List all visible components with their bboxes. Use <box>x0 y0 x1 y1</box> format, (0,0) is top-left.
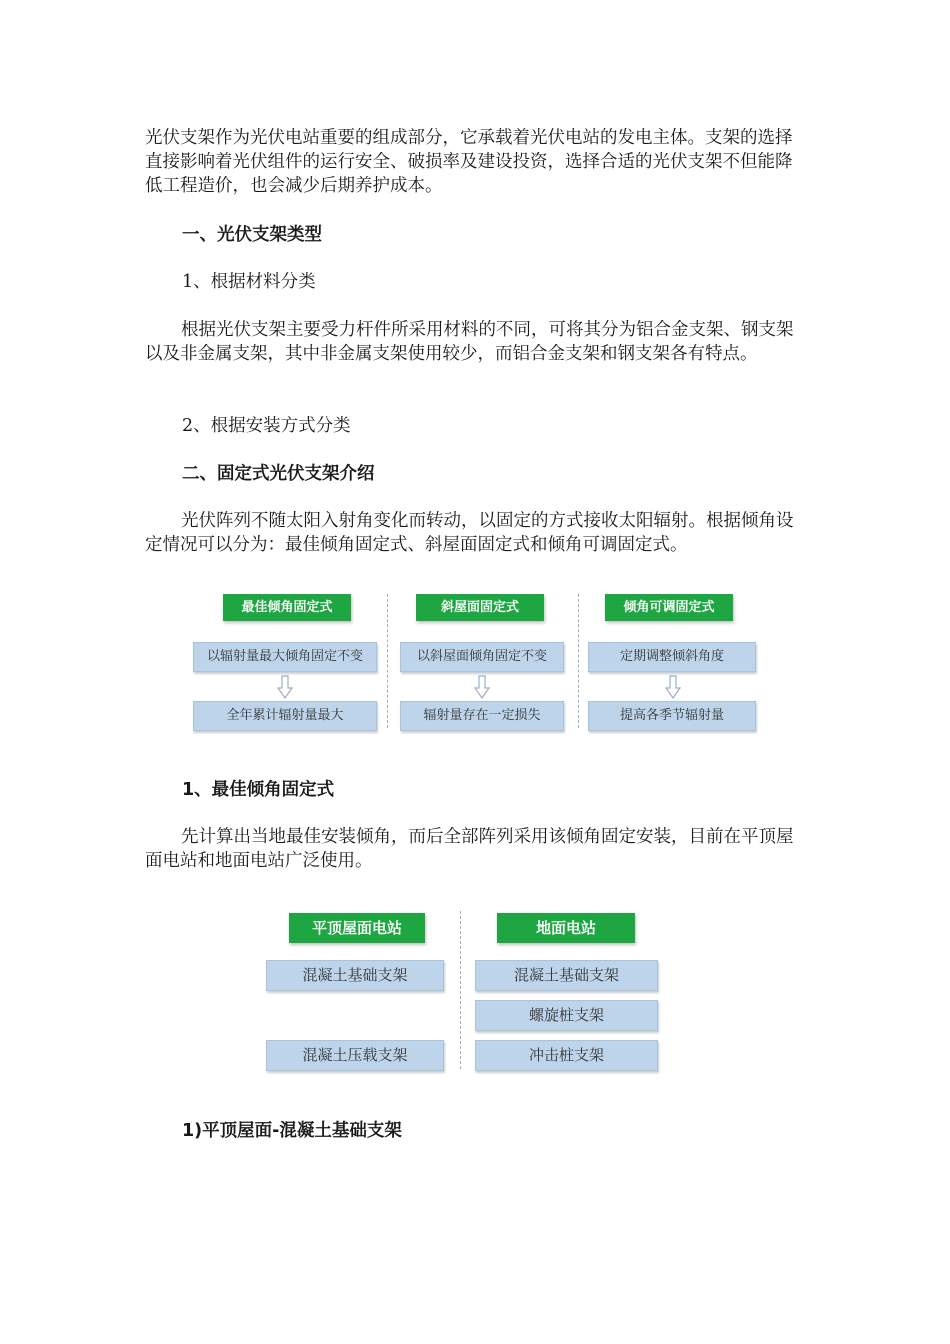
column-divider-2 <box>578 594 579 728</box>
down-arrow-icon <box>277 675 293 699</box>
down-arrow-icon <box>474 675 490 699</box>
ground-item-1: 混凝土基础支架 <box>475 960 658 991</box>
rooftop-item-2: 混凝土压载支架 <box>266 1040 444 1071</box>
ground-item-2: 螺旋桩支架 <box>475 1000 658 1031</box>
sub-1-heading: 1、根据材料分类 <box>182 272 316 292</box>
down-arrow-icon <box>665 675 681 699</box>
sub-3-paragraph: 先计算出当地最佳安装倾角，而后全部阵列采用该倾角固定安装，目前在平顶屋面电站和地面电站广泛使用。 <box>145 827 794 871</box>
column-divider-1 <box>387 594 388 728</box>
sub-3-heading: 1、最佳倾角固定式 <box>182 780 335 800</box>
column-3-top-box: 定期调整倾斜角度 <box>588 642 756 672</box>
ground-station-title: 地面电站 <box>497 913 635 943</box>
column-2-title: 斜屋面固定式 <box>416 594 544 621</box>
section-2-heading: 二、固定式光伏支架介绍 <box>182 464 375 484</box>
column-3-bottom-box: 提高各季节辐射量 <box>588 701 756 731</box>
column-1-top-box: 以辐射量最大倾角固定不变 <box>193 642 377 672</box>
rooftop-item-1: 混凝土基础支架 <box>266 960 444 991</box>
rooftop-station-title: 平顶屋面电站 <box>289 913 425 943</box>
column-2-top-box: 以斜屋面倾角固定不变 <box>400 642 564 672</box>
column-3-title: 倾角可调固定式 <box>605 594 733 621</box>
column-1-bottom-box: 全年累计辐射量最大 <box>193 701 377 731</box>
column-2-bottom-box: 辐射量存在一定损失 <box>400 701 564 731</box>
sub-1-paragraph: 根据光伏支架主要受力杆件所采用材料的不同，可将其分为铝合金支架、钢支架以及非金属支架，其中非金属支架使用较少，而铝合金支架和钢支架各有特点。 <box>145 320 794 364</box>
station-divider <box>460 911 461 1069</box>
intro-paragraph: 光伏支架作为光伏电站重要的组成部分，它承载着光伏电站的发电主体。支架的选择直接影响着光伏组件的运行安全、破损率及建设投资，选择合适的光伏支架不但能降低工程造价，也会减少后期养护成本。 <box>145 128 793 196</box>
column-1-title: 最佳倾角固定式 <box>223 594 351 621</box>
section-1-heading: 一、光伏支架类型 <box>182 225 322 245</box>
sub-4-heading: 1)平顶屋面-混凝土基础支架 <box>182 1121 402 1141</box>
sub-2-heading: 2、根据安装方式分类 <box>182 416 351 436</box>
ground-item-3: 冲击桩支架 <box>475 1040 658 1071</box>
section-2-paragraph: 光伏阵列不随太阳入射角变化而转动，以固定的方式接收太阳辐射。根据倾角设定情况可以分为：最佳倾角固定式、斜屋面固定式和倾角可调固定式。 <box>145 511 794 555</box>
